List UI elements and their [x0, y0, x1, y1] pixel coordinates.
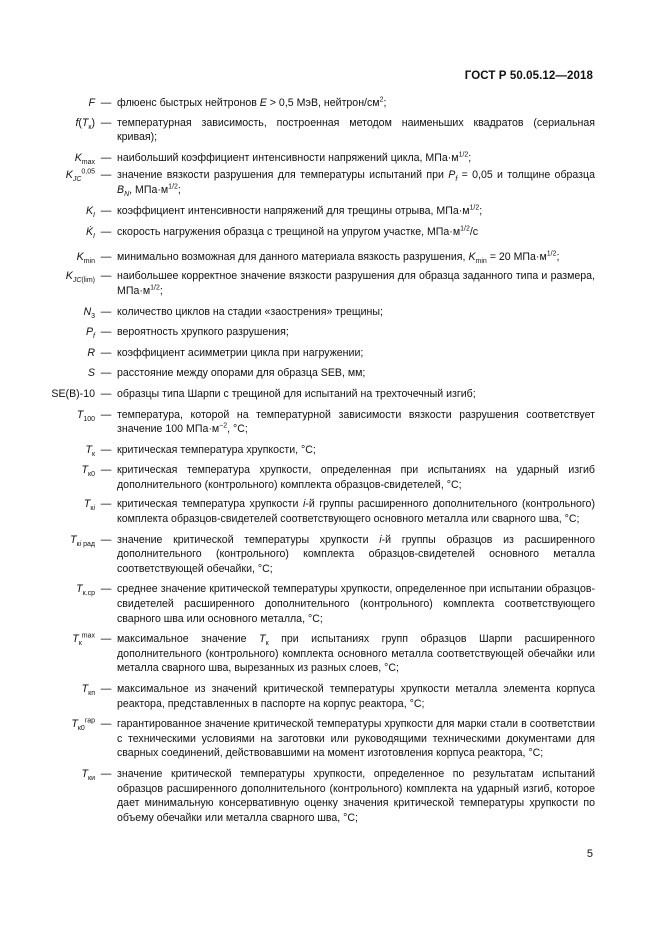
definition-text: скорость нагружения образца с трещиной на упругом участке, $МПа\cdot м^{1/2}/с$	[117, 225, 479, 239]
definition-row	[0, 225, 661, 240]
definition-symbol: $K_{JC}^{0,05}$	[65, 168, 95, 184]
definition-text: критическая температура хрупкости, °С;	[117, 443, 316, 456]
definition-dash: —	[100, 151, 112, 164]
definition-row	[0, 116, 661, 145]
definition-row	[0, 632, 661, 676]
definition-row	[0, 682, 661, 711]
definition-symbol: $K_{max}$	[74, 151, 95, 166]
definition-row	[0, 533, 661, 577]
definition-symbol: $T_{100}$	[76, 408, 95, 423]
definition-row	[0, 582, 661, 626]
definition-symbol: $N_3$	[83, 305, 95, 320]
definition-text: количество циклов на стадии «заострения» трещины;	[117, 305, 383, 318]
definition-row	[0, 346, 661, 361]
definition-text: образцы типа Шарпи с трещиной для испытаний на трехточечный изгиб;	[117, 387, 476, 400]
definition-dash: —	[100, 367, 112, 380]
definition-text: максимальное из значений критической температуры хрупкости металла элемента корпуса реактора, представленных в паспорте на корпус реактора, °С;	[117, 683, 595, 710]
definition-text: коэффициент интенсивности напряжений для трещины отрыва, $МПа\cdot м^{1/2}$;	[117, 204, 483, 217]
definition-dash: —	[100, 387, 112, 400]
definition-text: значение вязкости разрушения для температуры испытаний при $P_f = 0,05$ и толщине образца $B_N$, $МПа\cdot м^{1/2}$;	[117, 169, 595, 199]
definition-symbol: $T_к$	[85, 443, 95, 458]
definition-dash: —	[100, 533, 112, 546]
definition-dash: —	[100, 346, 112, 359]
definition-dash: —	[100, 498, 112, 511]
definition-text: гарантированное значение критической температуры хрупкости для марки стали в соответствии с техническими условиями на заготовки или руководящими техническими документами для сварных соединений, действовавшими на момент изготовления корпуса реактора, °С;	[117, 718, 595, 760]
definition-row	[0, 767, 661, 825]
definition-symbol: $T_{кi рад}$	[70, 533, 95, 548]
definition-row	[0, 96, 661, 111]
definition-row	[0, 305, 661, 320]
definition-dash: —	[100, 767, 112, 780]
definition-symbol: $T_{кп}$	[81, 683, 95, 698]
definition-symbol: $T_{ки}$	[81, 767, 95, 783]
definition-text: среднее значение критической температуры хрупкости, определенное при испытании образцов-свидетелей расширенного дополнительного (контрольного) комплекта соответствующего сварного шва или основного металла, °С;	[117, 583, 595, 625]
definition-dash: —	[100, 250, 112, 263]
definition-dash: —	[100, 169, 112, 182]
definition-row	[0, 443, 661, 458]
definition-dash: —	[100, 408, 112, 421]
definition-dash: —	[100, 583, 112, 596]
definition-symbol: $K_{JC(lim)}$	[65, 270, 95, 285]
definition-text: вероятность хрупкого разрушения;	[117, 326, 289, 339]
definition-symbol: $K_I$	[85, 204, 95, 219]
definition-symbol: $T_к^{max}$	[72, 632, 95, 648]
definition-text: температурная зависимость, построенная методом наименьших квадратов (сериальная кривая);	[117, 116, 595, 144]
definition-symbol: $T_{к0}$	[81, 464, 95, 479]
definition-dash: —	[100, 718, 112, 731]
definition-symbol: $T_{к.ср}$	[76, 583, 95, 598]
definition-text: критическая температура хрупкости i-й группы расширенного дополнительного (контрольного) комплекта образцов-свидетелей соответствующего основного металла или сварного шва, °С;	[117, 498, 595, 526]
definition-symbol: SE(B)-10	[51, 387, 95, 400]
definition-dash: —	[100, 204, 112, 217]
definition-symbol: S	[87, 367, 95, 380]
definition-row	[0, 325, 661, 340]
definition-text: значение критической температуры хрупкости i-й группы образцов из расширенного дополнительного (контрольного) комплекта образцов-свидетелей основного металла соответствующей обечайки, °С;	[117, 533, 595, 575]
definition-dash: —	[100, 443, 112, 456]
definition-symbol: R	[87, 346, 95, 359]
definition-symbol: $f(T_к)$	[75, 116, 95, 131]
definition-row	[0, 387, 661, 402]
definition-row	[0, 408, 661, 437]
definitions-list	[0, 96, 661, 825]
definition-dash: —	[100, 464, 112, 477]
definition-row	[0, 497, 661, 526]
definition-symbol: $P_f$	[85, 326, 95, 341]
definition-text: критическая температура хрупкости, определенная при испытаниях на ударный изгиб дополнительного (контрольного) комплекта образцов-свидетелей, °С;	[117, 464, 595, 491]
definition-text: флюенс быстрых нейтронов E > 0,5 МэВ, нейтрон/$см^2$;	[117, 96, 387, 109]
definition-text: расстояние между опорами для образца SEB, мм;	[117, 367, 366, 380]
definition-dash: —	[100, 97, 112, 109]
page-header: ГОСТ Р 50.05.12—2018	[464, 70, 593, 82]
definition-text: минимально возможная для данного материала вязкость разрушения, $K_{min} = 20$ $МПа\cdot м^{1/2}$;	[117, 250, 560, 265]
definition-text: температура, которой на температурной зависимости вязкости разрушения соответствует значение 100 $МПа\cdot м^{-2}$, °С;	[117, 408, 595, 436]
page-number: 5	[586, 848, 593, 860]
definition-dash: —	[100, 305, 112, 318]
definition-row	[0, 463, 661, 492]
definition-symbol: F	[88, 97, 95, 109]
definition-dash: —	[100, 226, 112, 239]
definition-symbol: $K̇_I$	[85, 226, 95, 241]
definition-dash: —	[100, 116, 112, 129]
definition-symbol: $T_{кi}$	[83, 498, 95, 513]
definition-row	[0, 366, 661, 381]
definition-text: максимальное значение $T_к$ при испытаниях групп образцов Шарпи расширенного дополнительного (контрольного) комплекта основного металла соответствующей обечайки или металла сварного шва, вырезанных из разных слоев, °С;	[117, 633, 595, 675]
definition-row	[0, 250, 661, 265]
definition-symbol: $K_{min}$	[76, 250, 95, 265]
definition-dash: —	[100, 683, 112, 695]
definition-text: наибольшее корректное значение вязкости разрушения для образца заданного типа и размера, $МПа\cdot м^{1/2}$;	[117, 270, 595, 297]
definition-row	[0, 168, 661, 197]
definition-symbol: $T_{к0}^{гар}$	[71, 717, 95, 733]
definition-row	[0, 269, 661, 298]
definition-text: значение критической температуры хрупкости, определенное по результатам испытаний образцов расширенного дополнительного (контрольного) комплекта на ударный изгиб, которое дает минимальную консервативную оценку значения критической температуры хрупкости по объему обечайки или металла сварного шва, °С;	[117, 767, 595, 824]
definition-dash: —	[100, 326, 112, 339]
definition-text: коэффициент асимметрии цикла при нагружении;	[117, 346, 364, 359]
definition-row	[0, 717, 661, 761]
definition-row	[0, 204, 661, 219]
definition-text: наибольший коэффициент интенсивности напряжений цикла, $МПа\cdot м^{1/2}$;	[117, 151, 472, 164]
definition-dash: —	[100, 270, 112, 283]
definition-row	[0, 151, 661, 166]
definition-dash: —	[100, 633, 112, 646]
